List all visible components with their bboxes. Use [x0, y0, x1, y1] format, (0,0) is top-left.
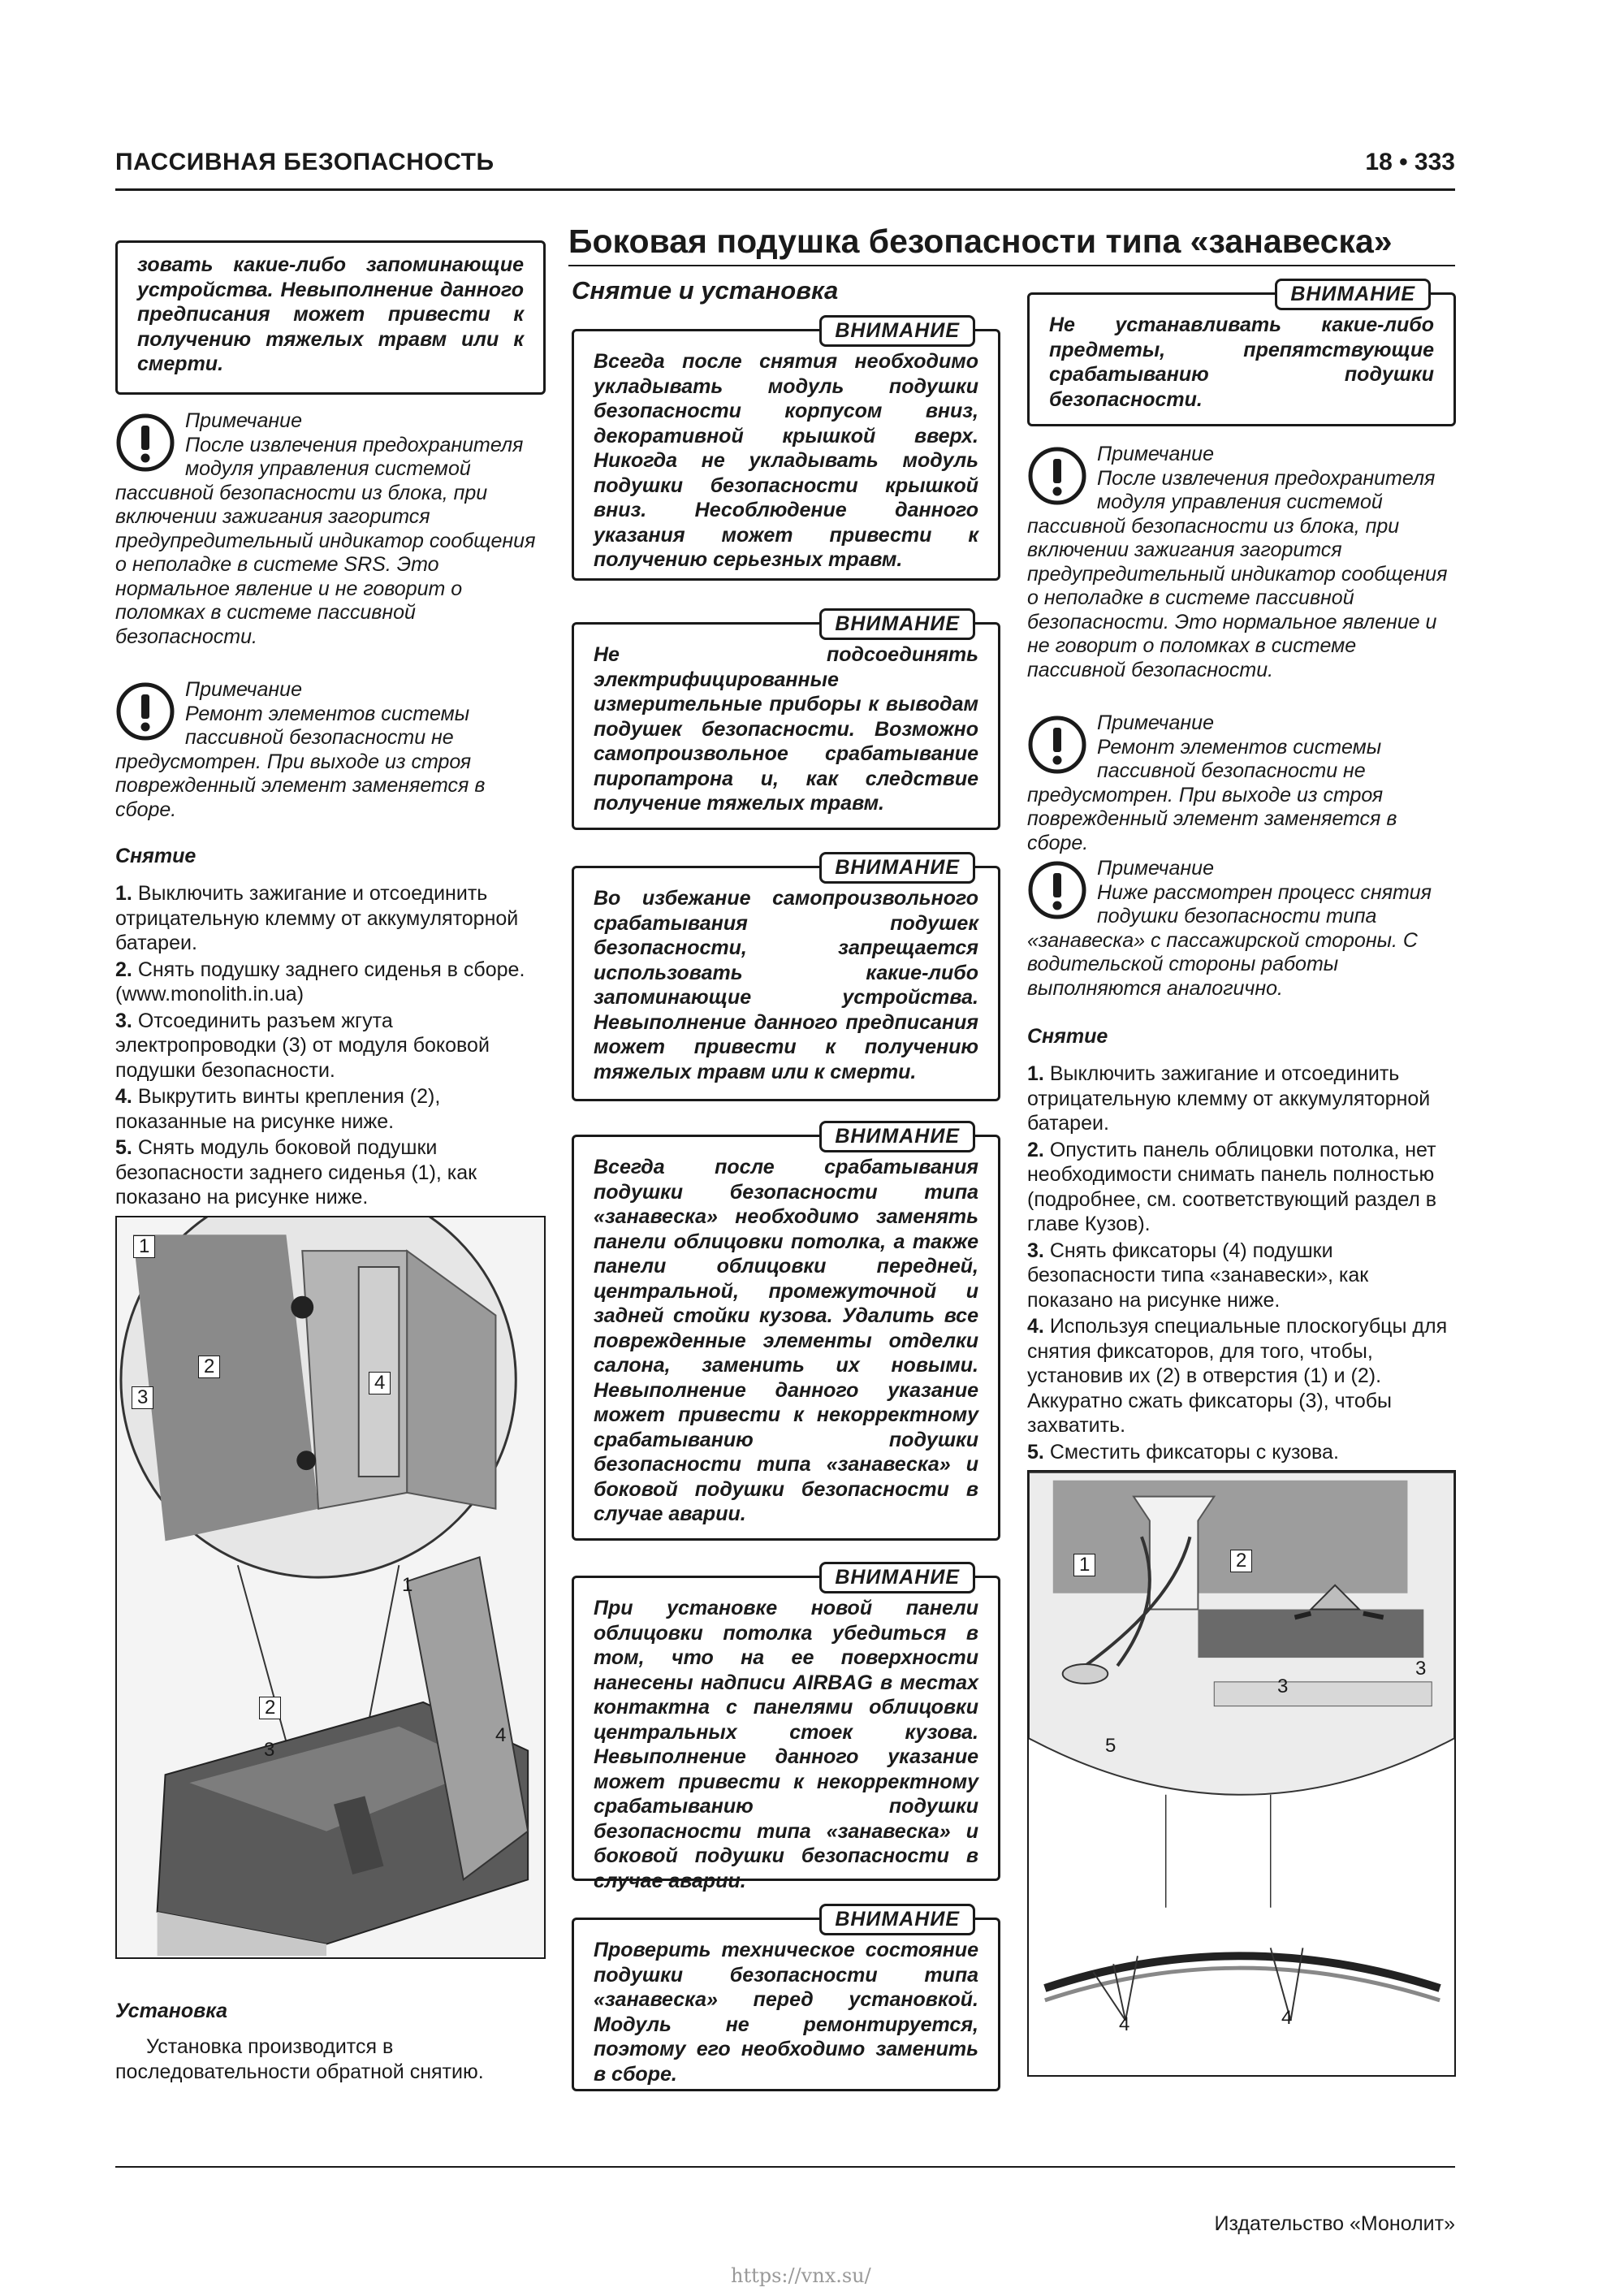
warning-text: Во избежание самопроизвольного срабатывания подушек безопасности, запрещается использовать какие-либо запоминающие устройства. Невыполнение данного предписания может привести к получению тяжелых травм или к смерти. [594, 887, 978, 1083]
note-title: Примечание [1097, 857, 1214, 880]
note-text: После извлечения предохранителя модуля управления системой пассивной безопасности из блока, при включении зажигания загорится предупредительный индикатор сообщения о неполадке в системе пассивной безопасности. Это нормальное явление и не говорит о поломках в системе пассивной безопасности. [1027, 466, 1448, 681]
callout-2: 2 [198, 1356, 220, 1378]
header-rule [115, 188, 1455, 191]
step: 5. Снять модуль боковой подушки безопасности заднего сиденья (1), как показано на рисунке ниже. [115, 1136, 477, 1209]
note-srs-right [1027, 443, 1456, 682]
note-title: Примечание [185, 409, 302, 432]
page-number: 18 • 333 [1365, 149, 1455, 175]
step: 3. Отсоединить разъем жгута электропроводки (3) от модуля боковой подушки безопасности. [115, 1009, 490, 1082]
warning-text: Не устанавливать какие-либо предметы, препятствующие срабатыванию подушки безопасности. [1049, 313, 1434, 411]
warning-text: зовать какие-либо запоминающие устройства. Невыполнение данного предписания может привести к получению тяжелых травм или к смерти. [137, 253, 524, 375]
warning-tag: ВНИМАНИЕ [819, 608, 975, 640]
title-rule [568, 265, 1455, 266]
callout-4: 4 [369, 1372, 391, 1394]
section-title: ПАССИВНАЯ БЕЗОПАСНОСТЬ [115, 149, 495, 175]
exclamation-icon [1027, 715, 1087, 775]
note-title: Примечание [1097, 711, 1214, 734]
note-title: Примечание [185, 678, 302, 701]
seat-illustration [117, 1217, 544, 1957]
warning-text: При установке новой панели облицовки потолка убедиться в том, что на ее поверхности нанесены надписи AIRBAG в местах контактна с панелями облицовки центральных стоек кузова. Невыполнение данного указание может привести к некорректному срабатыванию подушки безопасности типа «занавеска» и боковой подушки безопасности в случае аварии. [594, 1597, 978, 1892]
warning-text: Всегда после срабатывания подушки безопасности типа «занавеска» необходимо заменять панели облицовки потолка, а также панели облицовки передней, центральной, промежуточной и задней стойки кузова. Удалить все поврежденные элементы отделки салона, заменить их новыми. Невыполнение данного указание может привести к некорректному срабатыванию подушки безопасности типа «занавеска» и боковой подушки безопасности в случае аварии. [594, 1156, 978, 1525]
note-repair [115, 678, 544, 822]
warning-text: Проверить техническое состояние подушки безопасности типа «занавеска» перед установкой. Модуль не ремонтируется, поэтому его необходимо заменить в сборе. [594, 1939, 978, 2086]
callout-4: 4 [1119, 2013, 1130, 2035]
warning-tag: ВНИМАНИЕ [819, 1904, 975, 1935]
step: 1. Выключить зажигание и отсоединить отрицательную клемму от аккумуляторной батареи. [115, 882, 519, 954]
note-srs [115, 409, 544, 649]
install-heading: Установка [115, 2000, 228, 2022]
removal-heading: Снятие [115, 845, 197, 867]
warning-box [572, 1566, 1000, 1892]
note-text: Ремонт элементов системы пассивной безопасности не предусмотрен. При выходе из строя поврежденный элемент заменяется в сборе. [1027, 735, 1397, 854]
callout-1: 1 [133, 1235, 155, 1258]
article-title: Боковая подушка безопасности типа «занавеска» [568, 223, 1393, 260]
step: 2. Снять подушку заднего сиденья в сборе. (www.monolith.in.ua) [115, 958, 525, 1005]
callout-3: 3 [132, 1386, 153, 1409]
note-repair-right [1027, 711, 1456, 855]
step: 5. Сместить фиксаторы с кузова. [1027, 1440, 1339, 1464]
callout-3b: 3 [264, 1739, 275, 1761]
callout-4b: 4 [495, 1724, 507, 1746]
step: 2. Опустить панель облицовки потолка, нет необходимости снимать панель полностью (подробнее, см. соответствующий раздел в главе Кузов). [1027, 1138, 1437, 1235]
note-text: После извлечения предохранителя модуля управления системой пассивной безопасности из блока, при включении зажигания загорится предупредительный индикатор сообщения о неполадке в системе SRS. Это нормальное явление и не говорит о поломках в системе пассивной безопасности. [115, 433, 536, 648]
step: 4. Используя специальные плоскогубцы для снятия фиксаторов, для того, чтобы, установив их (2) в отверстия (1) и (2). Аккуратно сжать фиксаторы (3), чтобы захватить. [1027, 1315, 1448, 1437]
warning-box [1027, 283, 1456, 426]
note-text: Ниже рассмотрен процесс снятия подушки безопасности типа «занавеска» с пассажирской стороны. С водительской стороны работы выполняются аналогично. [1027, 880, 1432, 1000]
warning-tag: ВНИМАНИЕ [819, 852, 975, 884]
exclamation-icon [1027, 446, 1087, 506]
exclamation-icon [115, 681, 175, 742]
removal-steps-right [1027, 1062, 1456, 1466]
figure-rear-seat-airbag [115, 1216, 546, 1959]
warning-tag: ВНИМАНИЕ [1275, 279, 1431, 310]
callout-3b: 3 [1415, 1658, 1427, 1680]
callout-5: 5 [1105, 1735, 1116, 1757]
note-title: Примечание [1097, 443, 1214, 465]
install-text: Установка производится в последовательности обратной снятию. [115, 2035, 484, 2083]
warning-text: Не подсоединять электрифицированные измерительные приборы к выводам подушек безопасности. Возможно самопроизвольное срабатывание пиропатрона и, как следствие получение тяжелых травм. [594, 643, 978, 815]
warning-tag: ВНИМАНИЕ [819, 1562, 975, 1593]
watermark-url[interactable]: https://vnx.su/ [731, 2264, 871, 2287]
warning-tag: ВНИМАНИЕ [819, 315, 975, 347]
footer-rule [115, 2166, 1455, 2168]
warning-continued [115, 240, 546, 395]
exclamation-icon [1027, 860, 1087, 920]
callout-3: 3 [1277, 1676, 1289, 1697]
warning-tag: ВНИМАНИЕ [819, 1121, 975, 1152]
callout-2b: 2 [259, 1697, 281, 1719]
callout-4b: 4 [1281, 2007, 1293, 2029]
callout-2: 2 [1230, 1550, 1252, 1572]
step: 1. Выключить зажигание и отсоединить отрицательную клемму от аккумуляторной батареи. [1027, 1062, 1431, 1135]
removal-heading-right: Снятие [1027, 1025, 1108, 1048]
warning-box [572, 612, 1000, 830]
note-side-right [1027, 857, 1456, 1001]
warning-box [572, 1908, 1000, 2091]
callout-1b: 1 [402, 1574, 413, 1596]
figure-curtain-airbag-clips [1027, 1470, 1456, 2077]
removal-steps-left [115, 881, 544, 1212]
exclamation-icon [115, 413, 175, 473]
step: 4. Выкрутить винты крепления (2), показанные на рисунке ниже. [115, 1085, 441, 1133]
step: 3. Снять фиксаторы (4) подушки безопасности типа «занавески», как показано на рисунке ниже. [1027, 1239, 1369, 1312]
publisher: Издательство «Монолит» [1214, 2212, 1455, 2235]
warning-box [572, 319, 1000, 581]
callout-1: 1 [1073, 1554, 1095, 1576]
warning-box [572, 856, 1000, 1101]
warning-box [572, 1125, 1000, 1541]
warning-text: Всегда после снятия необходимо укладывать модуль подушки безопасности корпусом вниз, декоративной крышкой вверх. Никогда не укладывать модуль подушки безопасности крышкой вниз. Несоблюдение данного указания может привести к получению серьезных травм. [594, 350, 978, 571]
article-subtitle: Снятие и установка [572, 276, 839, 305]
note-text: Ремонт элементов системы пассивной безопасности не предусмотрен. При выходе из строя поврежденный элемент заменяется в сборе. [115, 702, 486, 821]
